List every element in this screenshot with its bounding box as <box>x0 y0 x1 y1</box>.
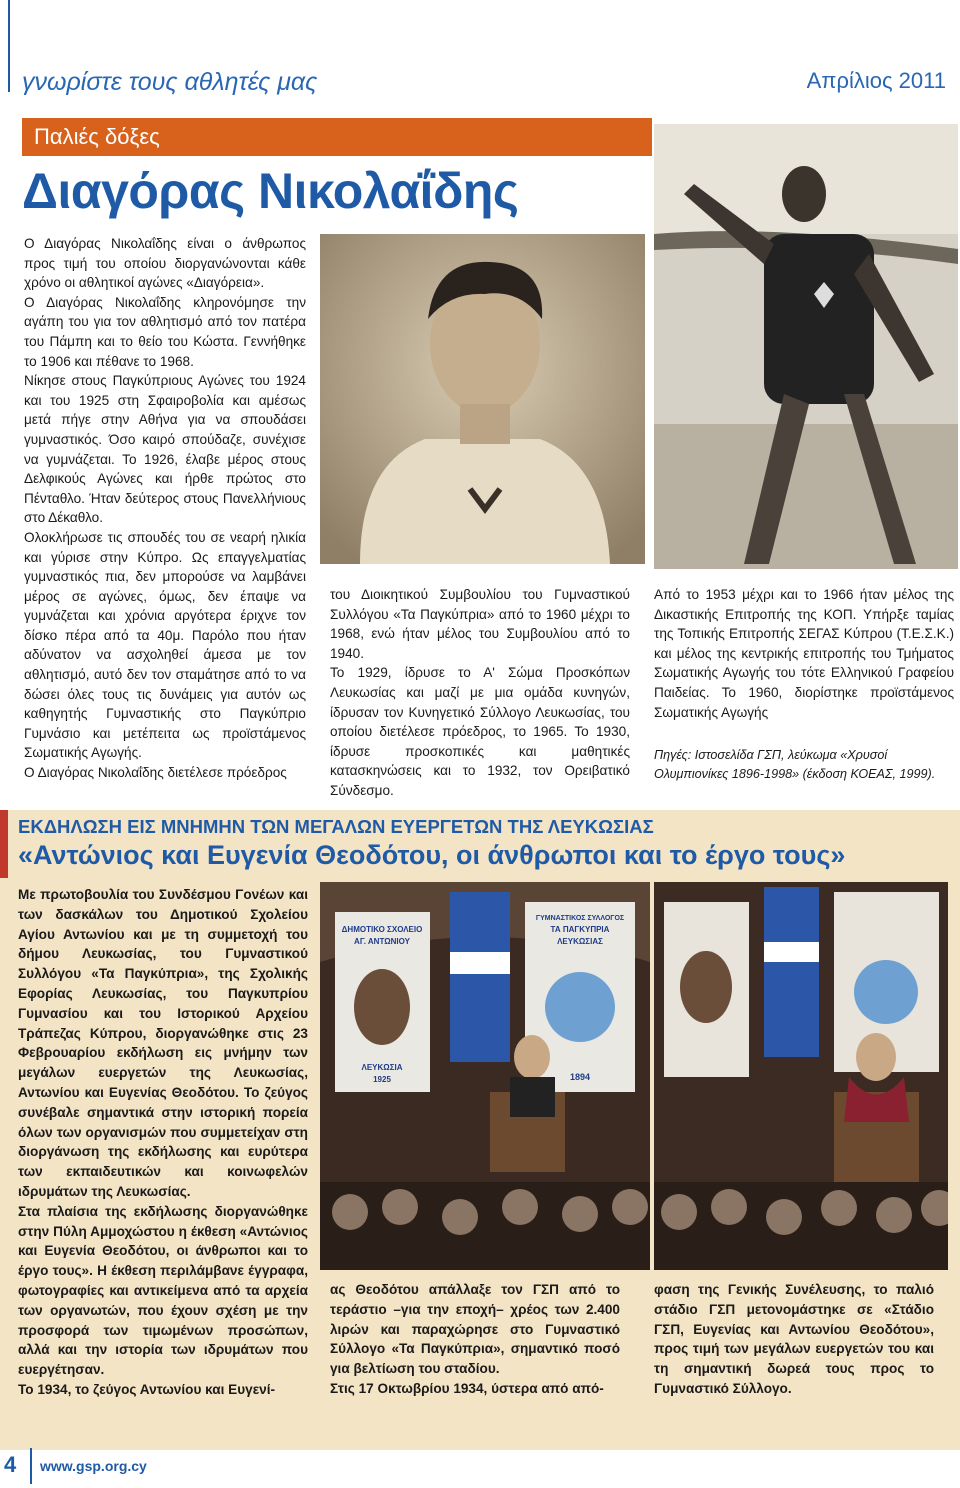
event-column-1 <box>18 885 308 1400</box>
article-label: Παλιές δόξες <box>34 124 160 149</box>
article-sources: Πηγές: Ιστοσελίδα ΓΣΠ, λεύκωμα «Χρυσοί Ολυμπιονίκες 1896-1998» (έκδοση ΚΟΕΑΣ, 1999). <box>654 748 936 781</box>
banner-right-line: ΤΑ ΠΑΓΚΥΠΡΙΑ <box>550 925 610 934</box>
paragraph: Ο Διαγόρας Νικολαΐδης διετέλεσε πρόεδρος <box>24 765 287 781</box>
event-column-3 <box>654 1280 934 1399</box>
paragraph: Το 1929, ίδρυσε το Α' Σώμα Προσκόπων Λευκωσίας και μαζί με μια ομάδα κυνηγών, ίδρυσαν τον Κυνηγετικό Σύλλογο Λευκωσίας, του οποίου διετέλεσε πρόεδρος, το 1965. Το 1930, ίδρυσε προσκοπικές και μαθητικές κατασκηνώσεις και το 1932, τον Ορειβατικό Σύνδεσμο. <box>330 665 630 798</box>
paragraph: Στα πλαίσια της εκδήλωσης διοργανώθηκε στην Πύλη Αμμοχώστου η έκθεση «Αντώνιος και Ευγενία Θεοδότου, οι άνθρωποι και το έργο τους». Η έκθεση περιλάμβανε έγγραφα, φωτογραφίες και αντικείμενα από τα αρχεία των οργανωτών, που έχουν σχέση με την προσφορά των τιμωμένων προσώπων, αλλά και την ιστορία των ιδρυμάτων που ευεργέτησαν. <box>18 1203 308 1378</box>
banner-right-line: ΛΕΥΚΩΣΙΑΣ <box>557 937 603 946</box>
paragraph: Ο Διαγόρας Νικολαΐδης κληρονόμησε την αγάπη του για τον αθλητισμό από τον πατέρα του Πάμπη και το θείο του Κώστα. Γεννήθηκε το 1906 και πέθανε το 1968. <box>24 294 306 369</box>
banner-left-line: ΛΕΥΚΩΣΙΑ <box>361 1063 403 1072</box>
paragraph: Με πρωτοβουλία του Συνδέσμου Γονέων και των δασκάλων του Δημοτικού Σχολείου Αγίου Αντωνίου και με τη συμμετοχή του δήμου Λευκωσίας, του Γυμναστικού Συλλόγου «Τα Παγκύπρια», της Σχολικής Εφορίας Λευκωσίας, του Παγκυπρίου Γυμνασίου και του Ιστορικού Αρχείου Τράπεζας Κύπρου, διοργανώθηκε στις 23 Φεβρουαρίου εκδήλωση εις μνήμην των μεγάλων ευεργετών της Λευκωσίας, Αντωνίου και Ευγενίας Θεοδότου. Το ζεύγος συνέβαλε σημαντικά στην ιστορική πορεία όλων των οργανισμών που συμμετείχαν στη διοργάνωση της εκδήλωσης και ευρύτερα των εκπαιδευτικών και κοινωφελών ιδρυμάτων της Λευκωσίας. <box>18 887 308 1199</box>
event-podium-photo <box>320 882 650 1270</box>
banner-right-line: 1894 <box>569 1072 591 1082</box>
article-title: Διαγόρας Νικολαΐδης <box>22 163 519 219</box>
paragraph: Νίκησε στους Παγκύπριους Αγώνες του 1924 και του 1925 στη Σφαιροβολία και αμέσως μετά πήγε στην Αθήνα για να σπουδάσει γυμναστικός. Όσο καιρό σπούδαζε, συνέχισε να γυμνάζεται. Το 1926, έλαβε μέρος στους Δελφικούς Αγώνες και ήρθε πρώτος στο Πένταθλο. Ήταν δεύτερος στους Πανελλήνιους στο Δέκαθλο. <box>24 373 306 526</box>
paragraph: του Διοικητικού Συμβουλίου του Γυμναστικού Συλλόγου «Τα Παγκύπρια» από το 1960 μέχρι το 1968, ενώ ήταν μέλος του Συμβουλίου από το 1940. <box>330 587 630 661</box>
paragraph: Στις 17 Οκτωβρίου 1934, ύστερα από από- <box>330 1380 604 1396</box>
portrait-photo <box>320 234 645 564</box>
section-title: γνωρίστε τους αθλητές μας <box>22 68 318 96</box>
banner-left-line: 1925 <box>373 1075 391 1084</box>
paragraph: ας Θεοδότου απάλλαξε τον ΓΣΠ από το τεράστιο –για την εποχή– χρέος των 2.400 λιρών και παραχώρησε στο Γυμναστικό Σύλλογο «Τα Παγκύπρια», σημαντικό ποσό για βελτίωση του σταδίου. <box>330 1282 620 1377</box>
discus-thrower-photo <box>654 124 958 569</box>
article-column-2 <box>330 585 630 801</box>
header-rule <box>8 0 10 92</box>
paragraph: Το 1934, το ζεύγος Αντωνίου και Ευγενί- <box>18 1381 276 1397</box>
event-column-2 <box>330 1280 620 1399</box>
website-link[interactable]: www.gsp.org.cy <box>40 1458 147 1474</box>
event-accent-bar <box>0 810 8 878</box>
paragraph: Ο Διαγόρας Νικολαΐδης είναι ο άνθρωπος προς τιμή του οποίου διοργανώνονται κάθε χρόνο οι αθλητικοί αγώνες «Διαγόρεια». <box>24 236 306 291</box>
article-column-3 <box>654 585 954 722</box>
banner-left-line: ΑΓ. ΑΝΤΩΝΙΟΥ <box>354 937 410 946</box>
event-title: «Αντώνιος και Ευγενία Θεοδότου, οι άνθρωποι και το έργο τους» <box>18 840 846 870</box>
paragraph: Ολοκλήρωσε τις σπουδές του σε νεαρή ηλικία και γύρισε στην Κύπρο. Ως επαγγελματίας γυμναστικός πια, δεν μπορούσε να λαμβάνει μέρος σε αγώνες, όμως, δεν έπαψε να γυμνάζεται και χρόνια αργότερα έριχνε τον δίσκο πέρα από τα 40μ. Παρόλο που ήταν αδύνατον να ασχοληθεί άμεσα με τον αθλητισμό, αυτό δεν τον σταμάτησε από το να δώσει όλες τους τις δυνάμεις για αυτόν ως καθηγητής Γυμναστικής στο Παγκύπριο Γυμνάσιο και μετέπειτα ως προϊστάμενος Σωματικής Αγωγής. <box>24 529 306 761</box>
paragraph: Από το 1953 μέχρι και το 1966 ήταν μέλος της Δικαστικής Επιτροπής της ΚΟΠ. Υπήρξε ταμίας της Τοπικής Επιτροπής ΣΕΓΑΣ Κύπρου (Τ.Ε.Σ.Κ.) και μέλος της κεντρικής επιτροπής του Τμήματος Σωματικής Αγωγής του τότε Ελληνικού Γραφείου Παιδείας. Το 1960, διορίστηκε προϊστάμενος Σωματικής Αγωγής <box>654 587 954 720</box>
event-label: ΕΚΔΗΛΩΣΗ ΕΙΣ ΜΝΗΜΗΝ ΤΩΝ ΜΕΓΑΛΩΝ ΕΥΕΡΓΕΤΩΝ ΤΗΣ ΛΕΥΚΩΣΙΑΣ <box>18 816 654 837</box>
banner-left-line: ΔΗΜΟΤΙΚΟ ΣΧΟΛΕΙΟ <box>341 925 423 934</box>
footer-rule <box>30 1448 32 1484</box>
event-speaker-photo <box>654 882 948 1270</box>
banner-right-line: ΓΥΜΝΑΣΤΙΚΟΣ ΣΥΛΛΟΓΟΣ <box>535 915 625 922</box>
article-column-1 <box>24 234 306 783</box>
paragraph: φαση της Γενικής Συνέλευσης, το παλιό στάδιο ΓΣΠ μετονομάστηκε σε «Στάδιο ΓΣΠ, Ευγενίας και Αντωνίου Θεοδότου», προς τιμή των μεγάλων ευεργετών του και τη σημαντική δωρεά τους προς το Γυμναστικό Σύλλογο. <box>654 1282 934 1396</box>
issue-date: Απρίλιος 2011 <box>806 68 946 93</box>
page-number: 4 <box>4 1452 17 1477</box>
